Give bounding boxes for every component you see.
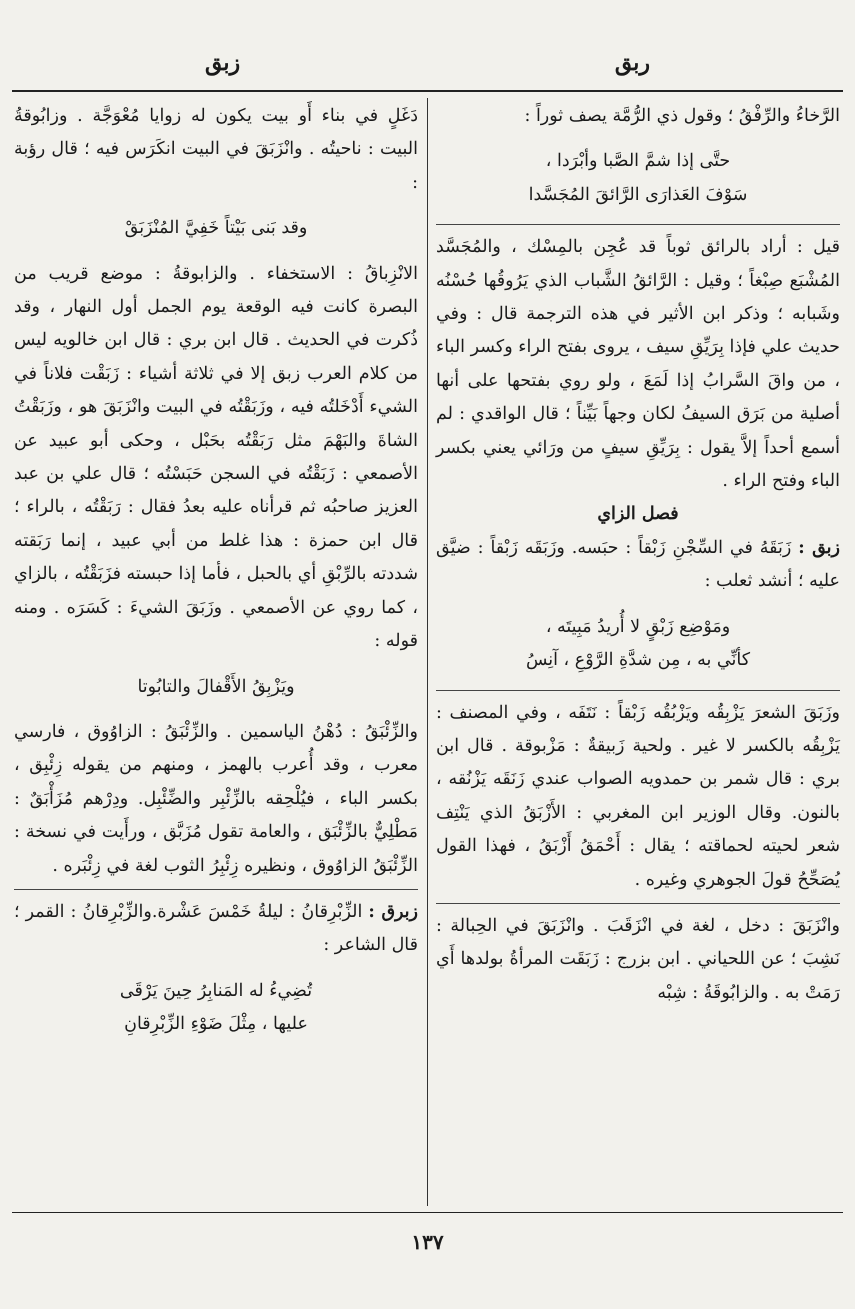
bottom-rule (12, 1212, 843, 1213)
entry-headword: زبرق : (368, 901, 419, 922)
column-divider (427, 98, 428, 1206)
entry-paragraph (436, 532, 840, 599)
entry-paragraph (14, 896, 418, 963)
paragraph: الرَّخاءُ والرِّفْقُ ؛ وقول ذي الرُّمَّة يصف ثوراً : (524, 106, 840, 126)
paragraph: وزَبَقَ الشعرَ يَزْبِقُه ويَزْبُقُه زَبْقاً : نَتَفَه ، وفي المصنف : يَزْبِقُه بالكسر لا غير . ولحية زَبيقةٌ : مَزْبوقة . قال ابن بري : قال شمر بن حمدويه الصواب عندي زَنَقَه يَزْنُقه ، بالنون. وقال الوزير ابن المغربي : الأَزْبَقُ الذي يَنْتِف شعر لحيته لحماقته ؛ يقال : أَحْمَقُ أَزْبَقُ ، فهذا القول يُصَحِّحُ قولَ الجوهري وغيره . (436, 702, 840, 890)
separator (436, 903, 840, 904)
running-header-right: ربق (614, 50, 650, 76)
verse-line: كأنِّي به ، مِن شدَّةِ الرَّوْعِ ، آنِسُ (525, 650, 751, 671)
left-column (14, 100, 418, 1042)
verse-line: ويَزْبِقُ الأَقْفالَ والتابُوتا (137, 676, 295, 697)
separator (436, 690, 840, 691)
paragraph: دَغَلٍ في بناء أَو بيت يكون له زوايا مُعْوَجَّة . وزابُوقةُ البيت : ناحيتُه . وانْزَبَقَ في البيت انكَرَس فيه ؛ قال رؤبة : (14, 106, 418, 193)
section-heading: فصل الزاي (597, 504, 679, 525)
page-number: ١٣٧ (411, 1230, 444, 1254)
separator (14, 889, 418, 890)
verse-line: حتَّى إذا شمَّ الصَّبا وأبْرَدا ، (545, 151, 731, 172)
top-rule (12, 90, 843, 92)
entry-text: الزِّبْرِقانُ : ليلةُ خَمْسَ عَشْرة.والزِّبْرِقانُ : القمر ؛ قال الشاعر : (14, 901, 418, 956)
right-column (436, 100, 840, 1010)
separator (436, 224, 840, 225)
running-header-left: زبق (205, 50, 241, 76)
verse-line: سَوْفَ العَذارَى الرَّائقَ المُجَسَّدا (528, 184, 748, 205)
verse-line: ومَوْضِع زَبْقٍ لا أُريدُ مَبِيتَه ، (545, 616, 731, 637)
entry-text: زَبَقَهُ في السِّجْنِ زَبْقاً : حبَسه. وزَبَقَه زَبْقاً : ضيَّق عليه ؛ أنشد ثعلب : (436, 537, 840, 592)
verse-line: تُضِيءُ له المَنابِرُ حِينَ يَرْقَى (119, 980, 313, 1001)
paragraph: قيل : أراد بالرائق ثوباً قد عُجِن بالمِسْك ، والمُجَسَّد المُشْبَع صِبْغاً ؛ وقيل : الرَّائقُ الشَّباب الذي يَرُوقُها حُسْنُه وشَبابه ؛ وذكر ابن الأثير في هذه الترجمة قال : وفي حديث علي فإذا بِرَيِّقِ سيف ، يروى بفتح الراء وكسر الباء ، من واقَ السَّرابُ إذا لَمَعَ ، ولو روي بفتحها على أنها أصلية من بَرَق السيفُ لكان وجهاً بَيِّناً ؛ قال الواقدي : لم أسمع أحداً إلاَّ يقول : بِرَيِّقِ سيفٍ من ورَائي يعني بكسر الباء وفتح الراء . (436, 237, 840, 492)
verse-line: عليها ، مِثْلَ ضَوْءِ الزِّبْرِقانِ (124, 1014, 308, 1035)
paragraph: وانْزَبَقَ : دخل ، لغة في انْزَقَبَ . وانْزَبَقَ في الحِبالة : نَشِبَ ؛ عن اللحياني . ابن بزرج : زَبَقَت المرأةُ بولدها أَي رَمَتْ به . والزابُوقَةُ : شِبْه (436, 915, 840, 1003)
paragraph: الانْزِباقُ : الاستخفاء . والزابوقةُ : موضع قريب من البصرة كانت فيه الوقعة يوم الجمل أول النهار ، وقد ذُكرت في الحديث . قال ابن بري : قال ابن خالويه ليس من كلام العرب زبق إلا في ثلاثة أشياء : زَبَقْت فلاناً في الشيء أَدْخَلتُه فيه ، وزَبَقْتُه في البيت وانْزَبَقَ هو ، وزَبَقْتُ الشاةَ والبَهْمَ مثل رَبَقْتُه بحَبْل ، وحكى أبو عبيد عن الأصمعي : زَبَقْتُه في السجن حَبَسْتُه ؛ قال علي بن عبد العزيز صاحبُه ثم قرأناه عليه بعدُ فقال : رَبَقْتُه ، بالراء ؛ قال ابن حمزة : هذا غلط من أبي عبيد ، إنما رَبَقته شددته بالرِّبْقِ أي بالحبل ، فأما إذا حبسته فزَبَقْتُه ، بالزاي ، كما روي عن الأصمعي . وزَبَقَ الشيءَ : كَسَرَه . ومنه قوله : (14, 263, 418, 652)
entry-headword: زبق : (798, 537, 840, 558)
verse-line: وقد بَنى بَيْتاً خَفِيَّ المُنْزَبَقْ (124, 218, 308, 239)
paragraph: والزِّئْبَقُ : دُهْنُ الياسمين . والزِّئْبَقُ : الزاوُوق ، فارسي معرب ، وقد أُعرب بالهمز ، ومنهم من يقوله زِئْبِق ، بكسر الباء ، فيُلْحِقه بالزِّئْبِر والضِّئْبِل. ودِرْهم مُزَأْبَقٌ : مَطْلِيٌّ بالزِّئْبَق ، والعامة تقول مُزَبَّق ، ورأَيت في نسخة : الزِّئْبَقُ الزاوُوق ، ونظيره زِئْبِرُ الثوب لغة في زِئْبَره . (14, 721, 418, 876)
